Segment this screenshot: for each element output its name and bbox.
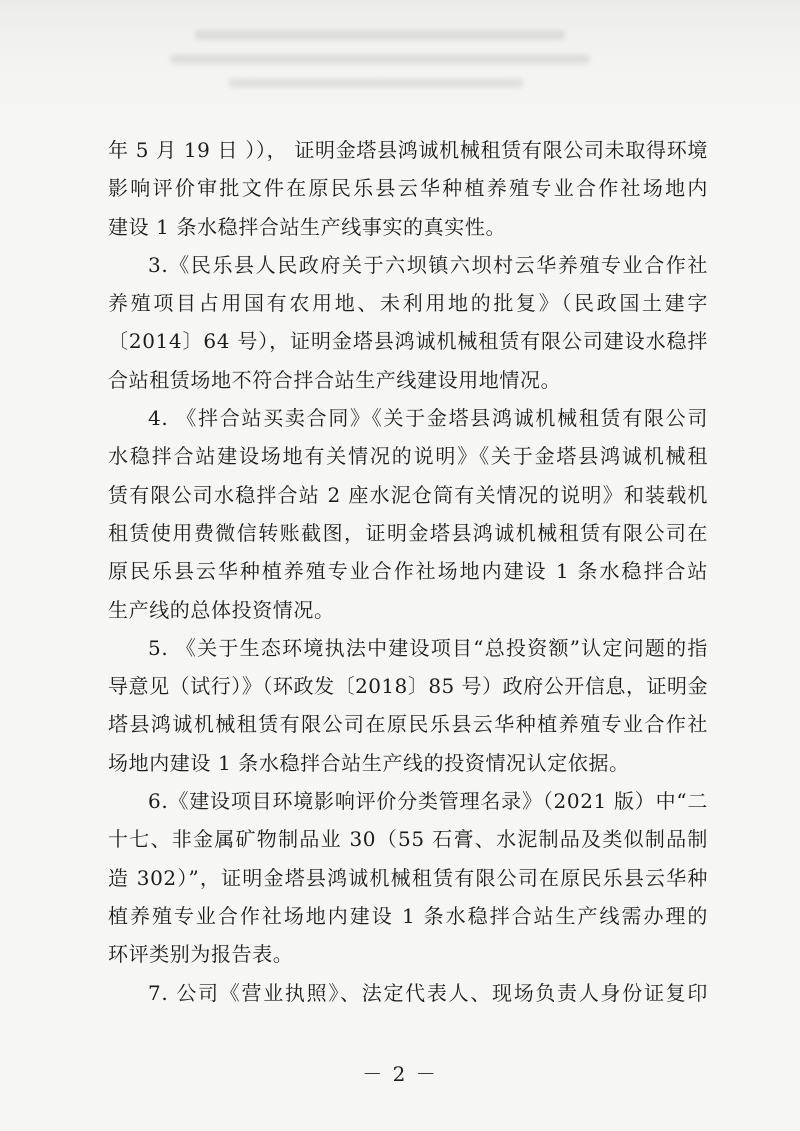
text-line: 4. 《拌合站买卖合同》《关于金塔县鸿诚机械租赁有限公司 — [148, 406, 708, 431]
text-line: 3.《民乐县人民政府关于六坝镇六坝村云华养殖专业合作社 — [148, 252, 708, 277]
text-line: 影响评价审批文件在原民乐县云华种植养殖专业合作社场地内 — [108, 176, 708, 201]
text-line: 赁有限公司水稳拌合站 2 座水泥仓筒有关情况的说明》和装载机 — [108, 482, 708, 507]
text-line: 环评类别为报告表。 — [108, 942, 294, 967]
text-line: 〔2014〕64 号），证明金塔县鸿诚机械租赁有限公司建设水稳拌 — [108, 329, 708, 354]
text-line: 生产线的总体投资情况。 — [108, 597, 335, 622]
paragraph-item-4 — [108, 399, 708, 629]
text-line: 年 5 月 19 日 ））， 证明金塔县鸿诚机械租赁有限公司未取得环境 — [108, 138, 708, 162]
text-line: 5. 《关于生态环境执法中建设项目“总投资额”认定问题的指 — [148, 635, 708, 660]
text-line: 合站租赁场地不符合拌合站生产线建设用地情况。 — [108, 367, 562, 392]
text-line: 水稳拌合站建设场地有关情况的说明》《关于金塔县鸿诚机械租 — [108, 444, 708, 469]
text-line: 导意见（试行）》（环政发〔2018〕85 号）政府公开信息，证明金 — [108, 674, 708, 699]
document-body — [108, 131, 708, 1012]
text-line: 十七、非金属矿物制品业 30（55 石膏、水泥制品及类似制品制 — [108, 827, 708, 852]
page-number: － 2 － — [362, 1062, 438, 1086]
paragraph-item-7 — [108, 974, 708, 1012]
text-line: 6.《建设项目环境影响评价分类管理名录》（2021 版）中“二 — [148, 789, 708, 814]
reverse-side-bleed-through — [170, 30, 590, 110]
text-line: 原民乐县云华种植养殖专业合作社场地内建设 1 条水稳拌合站 — [108, 559, 708, 584]
paragraph-item-3 — [108, 246, 708, 399]
text-line: 植养殖专业合作社场地内建设 1 条水稳拌合站生产线需办理的 — [108, 903, 708, 928]
paragraph-1 — [108, 131, 708, 246]
text-line: 养殖项目占用国有农用地、未利用地的批复》（民政国土建字 — [108, 291, 708, 316]
text-line: 塔县鸿诚机械租赁有限公司在原民乐县云华种植养殖专业合作社 — [108, 712, 708, 737]
paragraph-item-5 — [108, 629, 708, 782]
text-line: 造 302）”，证明金塔县鸿诚机械租赁有限公司在原民乐县云华种 — [108, 865, 708, 890]
text-line: 场地内建设 1 条水稳拌合站生产线的投资情况认定依据。 — [108, 750, 630, 775]
text-line: 租赁使用费微信转账截图，证明金塔县鸿诚机械租赁有限公司在 — [108, 520, 708, 545]
text-line: 建设 1 条水稳拌合站生产线事实的真实性。 — [108, 214, 507, 239]
text-line: 7. 公司《营业执照》、法定代表人、现场负责人身份证复印 — [148, 980, 708, 1005]
paragraph-item-6 — [108, 782, 708, 973]
